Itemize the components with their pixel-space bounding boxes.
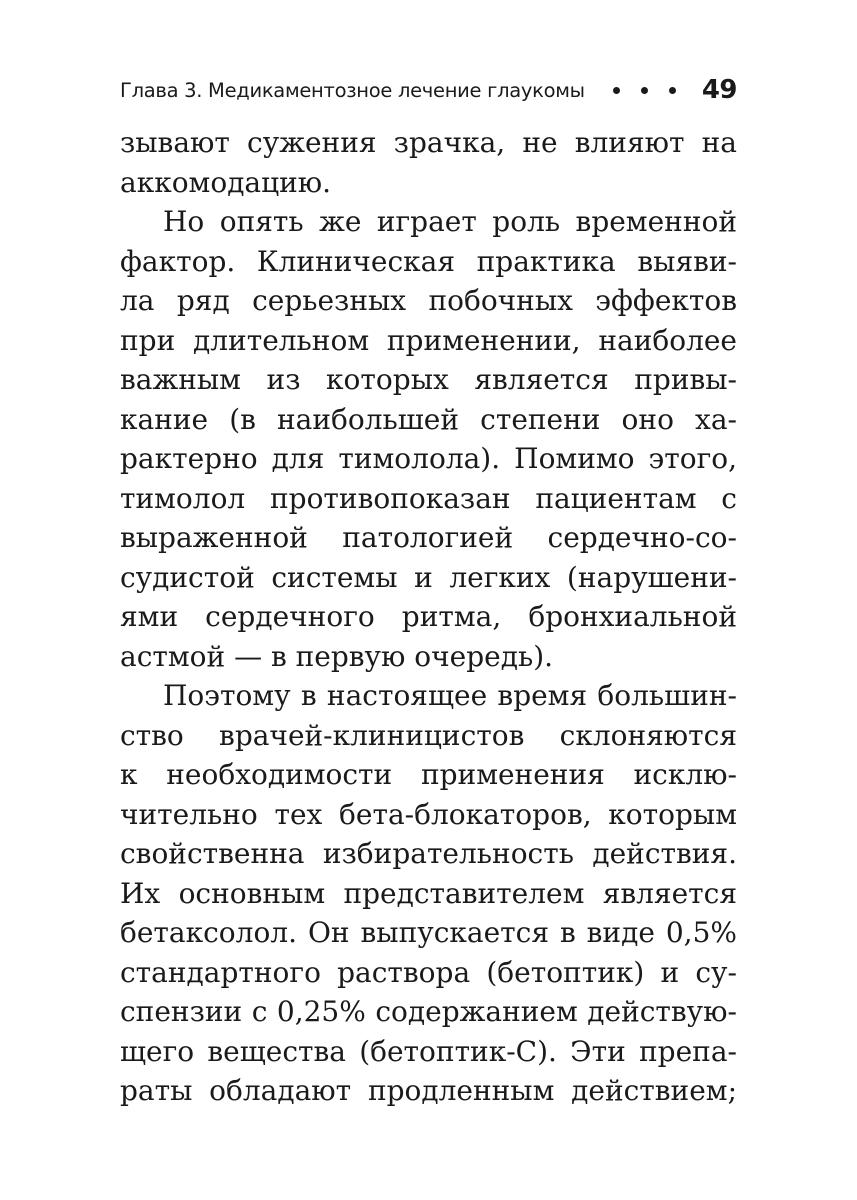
paragraph-continuation — [120, 123, 737, 202]
bullet-dot-icon — [641, 87, 648, 94]
text-line: фактор. Клиническая практика выяви- — [120, 244, 737, 278]
text-line: аккомодацию. — [120, 165, 332, 199]
text-line: раты обладают продленным действием; — [120, 1074, 737, 1107]
text-line: Поэтому в настоящее время большин- — [163, 679, 737, 712]
text-line: чительно тех бета-блокаторов, которым — [120, 797, 737, 831]
text-line: при длительном применении, наиболее — [120, 323, 737, 357]
text-line: важным из которых является привы- — [120, 363, 737, 396]
text-line: спензии с 0,25% содержанием действую- — [120, 995, 737, 1028]
text-line: астмой — в первую очередь). — [120, 639, 554, 673]
text-line: свойственна избирательность действия. — [120, 837, 737, 870]
text-line: бетаксолол. Он выпускается в виде 0,5% — [120, 916, 737, 949]
text-line: тимолол противопоказан пациентам с — [120, 481, 737, 515]
paragraph-selective-beta-blockers — [120, 676, 737, 1111]
text-line: щего вещества (бетоптик-С). Эти препа- — [120, 1034, 737, 1068]
text-line: зывают сужения зрачка, не влияют на — [120, 126, 737, 159]
chapter-running-title: Глава 3. Медикаментозное лечение глаукомы — [120, 78, 585, 102]
text-line: судистой системы и легких (нарушени- — [120, 560, 737, 594]
page-number: 49 — [701, 75, 737, 105]
text-line: кание (в наибольшей степени оно ха- — [120, 402, 737, 436]
text-line: к необходимости применения исклю- — [120, 758, 737, 791]
text-line: стандартного раствора (бетоптик) и су- — [120, 955, 737, 989]
text-line: Их основным представителем является — [120, 876, 737, 910]
running-head — [120, 70, 737, 110]
text-line: ла ряд серьезных побочных эффектов — [120, 284, 737, 317]
text-line: ство врачей-клиницистов склоняются — [120, 718, 737, 752]
text-line: рактерно для тимолола). Помимо этого, — [120, 442, 737, 475]
text-line: ями сердечного ритма, бронхиальной — [120, 600, 737, 633]
bullet-dot-icon — [669, 87, 676, 94]
paragraph-side-effects — [120, 202, 737, 676]
text-line: Но опять же играет роль временной — [163, 205, 737, 238]
body-text — [120, 123, 737, 1111]
header-bullet-ornament — [613, 87, 676, 94]
text-line: выраженной патологией сердечно-со- — [120, 521, 737, 554]
bullet-dot-icon — [613, 87, 620, 94]
